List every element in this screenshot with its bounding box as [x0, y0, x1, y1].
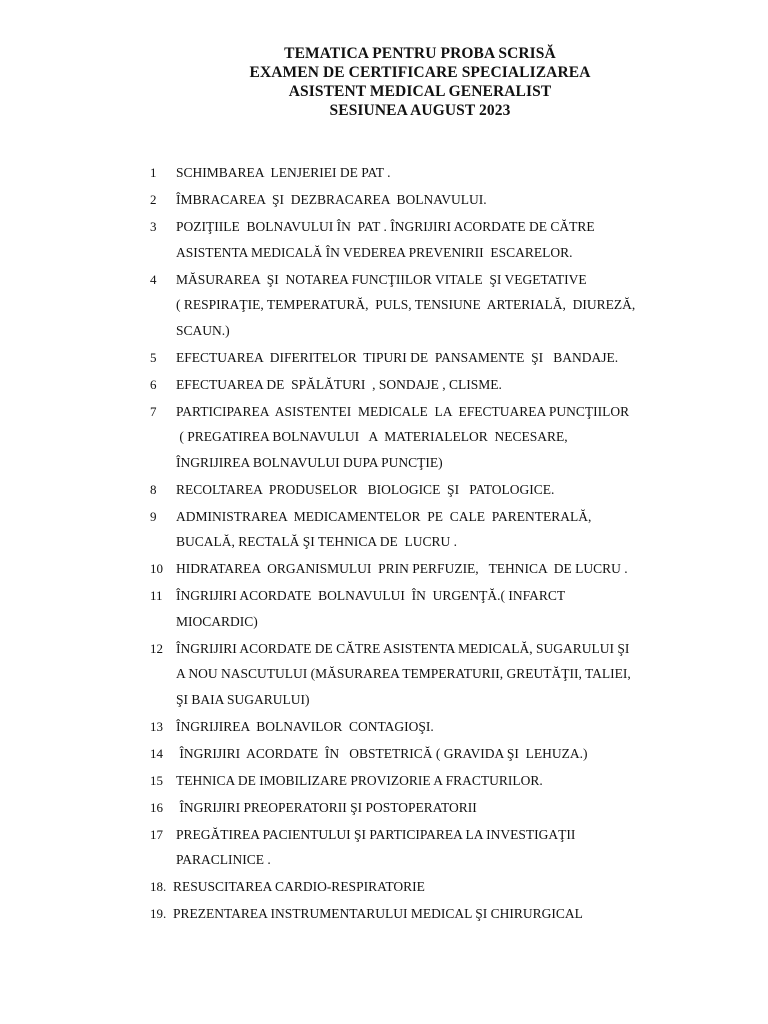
- list-item-text: [176, 399, 720, 476]
- list-item-number: 19.: [150, 906, 167, 921]
- list-item-line: MIOCARDIC): [176, 613, 258, 629]
- list-item-line: ( RESPIRAŢIE, TEMPERATURĂ, PULS, TENSIUNE ARTERIALĂ, DIUREZĂ,: [176, 297, 636, 312]
- title-line-3: ASISTENT MEDICAL GENERALIST: [288, 83, 552, 100]
- list-item-text: [173, 874, 720, 900]
- list-item-line: RECOLTAREA PRODUSELOR BIOLOGICE ŞI PATOLOGICE.: [176, 481, 555, 497]
- list-item-text: [176, 741, 720, 767]
- list-item-line: MĂSURAREA ŞI NOTAREA FUNCŢIILOR VITALE ŞI VEGETATIVE: [176, 271, 587, 287]
- list-item-number: 17: [150, 826, 163, 842]
- list-item-text: [176, 372, 720, 398]
- list-item-text: [176, 795, 720, 821]
- list-item-number: 9: [150, 508, 157, 524]
- list-item-text: [176, 636, 720, 713]
- list-item-text: [176, 504, 720, 555]
- list-item-number: 1: [150, 165, 157, 180]
- list-item-line: ÎNGRIJIREA BOLNAVULUI DUPA PUNCŢIE): [176, 454, 443, 470]
- list-item-line: ÎNGRIJIRI ACORDATE ÎN OBSTETRICĂ ( GRAVIDA ŞI LEHUZA.): [176, 745, 588, 761]
- list-item-line: ÎNGRIJIREA BOLNAVILOR CONTAGIOŞI.: [176, 718, 434, 734]
- list-item-line: RESUSCITAREA CARDIO-RESPIRATORIE: [173, 879, 425, 894]
- list-item-text: [176, 556, 720, 582]
- list-item: [150, 556, 720, 582]
- list-item-line: ŞI BAIA SUGARULUI): [176, 691, 310, 707]
- list-item-number: 4: [150, 271, 157, 287]
- list-item-line: HIDRATAREA ORGANISMULUI PRIN PERFUZIE, TEHNICA DE LUCRU .: [176, 561, 628, 576]
- list-item: [150, 795, 720, 821]
- list-item-line: BUCALĂ, RECTALĂ ŞI TEHNICA DE LUCRU .: [176, 534, 458, 549]
- list-item-text: [176, 822, 720, 873]
- list-item-line: PREGĂTIREA PACIENTULUI ŞI PARTICIPAREA LA INVESTIGAŢII: [176, 826, 576, 842]
- list-item-number: 2: [150, 192, 157, 207]
- list-item-text: [176, 267, 720, 344]
- list-item-number: 13: [150, 718, 163, 734]
- list-item-text: [176, 345, 720, 371]
- list-item-number: 8: [150, 481, 157, 497]
- list-item-number: 10: [150, 561, 163, 576]
- list-item: [150, 874, 720, 900]
- list-item: [150, 477, 720, 503]
- list-item-line: POZIŢIILE BOLNAVULUI ÎN PAT . ÎNGRIJIRI ACORDATE DE CĂTRE: [176, 219, 595, 234]
- list-item-number: 12: [150, 640, 163, 656]
- list-item: [150, 267, 720, 344]
- list-item-line: PARACLINICE .: [176, 852, 271, 867]
- list-item-text: [173, 901, 720, 927]
- list-item: [150, 504, 720, 555]
- list-item-line: A NOU NASCUTULUI (MĂSURAREA TEMPERATURII, GREUTĂŢII, TALIEI,: [176, 666, 631, 681]
- list-item-number: 5: [150, 349, 157, 365]
- topic-list: [150, 160, 720, 928]
- list-item-line: PREZENTAREA INSTRUMENTARULUI MEDICAL ŞI CHIRURGICAL: [173, 906, 583, 921]
- list-item-line: SCAUN.): [176, 322, 230, 338]
- list-item-text: [176, 160, 720, 186]
- list-item-line: EFECTUAREA DIFERITELOR TIPURI DE PANSAMENTE ŞI BANDAJE.: [176, 349, 619, 365]
- list-item-line: ASISTENTA MEDICALĂ ÎN VEDEREA PREVENIRII ESCARELOR.: [176, 244, 573, 260]
- list-item-number: 14: [150, 745, 163, 761]
- list-item-number: 15: [150, 772, 163, 788]
- list-item: [150, 583, 720, 634]
- list-item-text: [176, 583, 720, 634]
- list-item-line: ÎNGRIJIRI PREOPERATORII ŞI POSTOPERATORII: [176, 799, 477, 815]
- list-item: [150, 160, 720, 186]
- list-item-text: [176, 768, 720, 794]
- list-item-line: PARTICIPAREA ASISTENTEI MEDICALE LA EFECTUAREA PUNCŢIILOR: [176, 403, 630, 419]
- list-item-line: ÎNGRIJIRI ACORDATE BOLNAVULUI ÎN URGENŢĂ.( INFARCT: [176, 588, 566, 603]
- list-item: [150, 901, 720, 927]
- list-item-number: 6: [150, 376, 157, 392]
- list-item: [150, 399, 720, 476]
- list-item: [150, 741, 720, 767]
- document-title: [0, 44, 768, 120]
- list-item-line: ÎNGRIJIRI ACORDATE DE CĂTRE ASISTENTA MEDICALĂ, SUGARULUI ŞI: [176, 640, 630, 656]
- list-item: [150, 768, 720, 794]
- list-item-line: ( PREGATIREA BOLNAVULUI A MATERIALELOR NECESARE,: [176, 429, 568, 444]
- list-item-text: [176, 477, 720, 503]
- list-item-line: SCHIMBAREA LENJERIEI DE PAT .: [176, 165, 391, 180]
- list-item: [150, 636, 720, 713]
- list-item-number: 11: [150, 588, 163, 603]
- title-line-4: SESIUNEA AUGUST 2023: [329, 102, 511, 119]
- list-item-line: EFECTUAREA DE SPĂLĂTURI , SONDAJE , CLISME.: [176, 376, 502, 392]
- title-line-2: EXAMEN DE CERTIFICARE SPECIALIZAREA: [249, 64, 591, 81]
- title-line-1: TEMATICA PENTRU PROBA SCRISĂ: [284, 45, 556, 62]
- list-item-line: ADMINISTRAREA MEDICAMENTELOR PE CALE PARENTERALĂ,: [176, 508, 592, 524]
- list-item-text: [176, 187, 720, 213]
- list-item-text: [176, 214, 720, 265]
- list-item: [150, 345, 720, 371]
- list-item-number: 7: [150, 403, 157, 419]
- list-item: [150, 214, 720, 265]
- list-item: [150, 822, 720, 873]
- list-item: [150, 187, 720, 213]
- list-item-number: 18.: [150, 879, 167, 894]
- list-item-number: 3: [150, 219, 157, 234]
- list-item-line: TEHNICA DE IMOBILIZARE PROVIZORIE A FRACTURILOR.: [176, 772, 543, 788]
- list-item-text: [176, 714, 720, 740]
- list-item-number: 16: [150, 799, 163, 815]
- list-item: [150, 372, 720, 398]
- list-item: [150, 714, 720, 740]
- list-item-line: ÎMBRACAREA ŞI DEZBRACAREA BOLNAVULUI.: [176, 192, 487, 207]
